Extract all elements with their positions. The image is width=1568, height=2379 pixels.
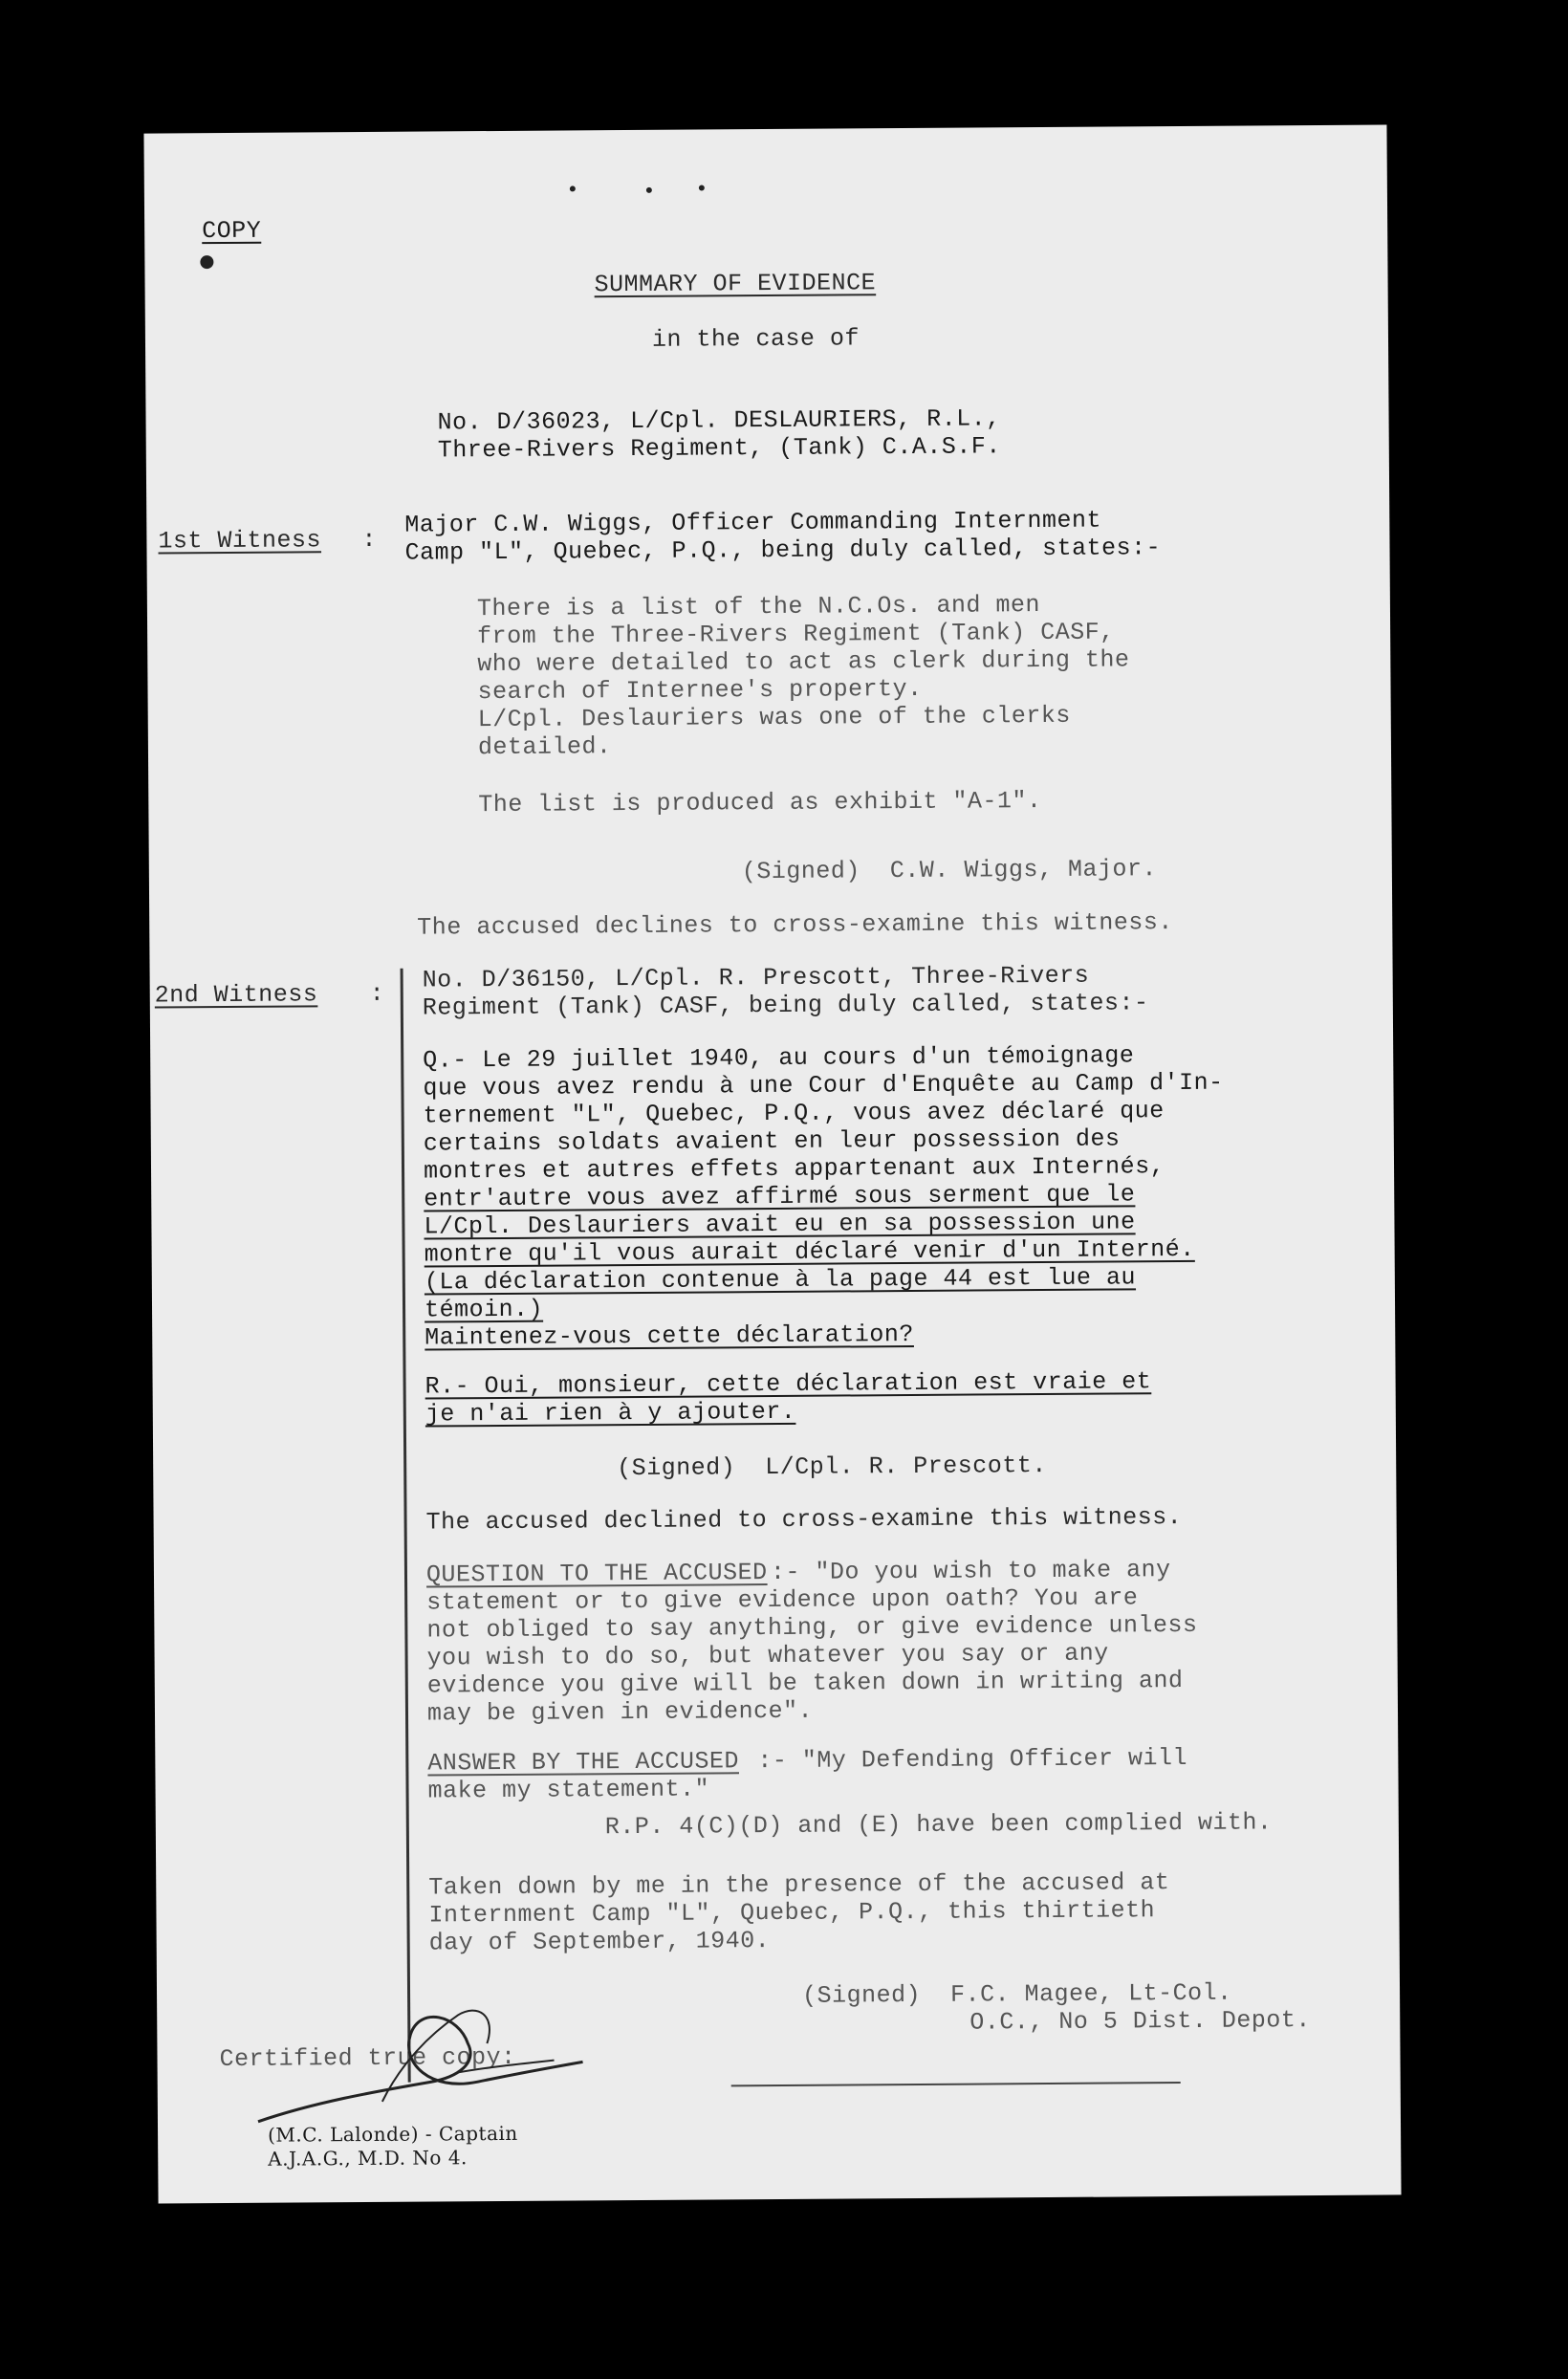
question-to-accused-line-2: statement or to give evidence upon oath? You are xyxy=(426,1583,1139,1617)
rp-compliance-note: R.P. 4(C)(D) and (E) have been complied with. xyxy=(604,1808,1273,1842)
witness2-question-5: montres et autres effets appartenant aux Internés, xyxy=(423,1152,1165,1186)
witness2-question-8: montre qu'il vous aurait déclaré venir d'un Interné. xyxy=(424,1234,1195,1269)
question-to-accused-line-4: you wish to do so, but whatever you say or any xyxy=(426,1639,1109,1672)
question-to-accused-line-5: evidence you give will be taken down in writing and xyxy=(426,1667,1184,1700)
witness1-intro-2: Camp "L", Quebec, P.Q., being duly called, states:- xyxy=(404,534,1162,567)
witness1-body-1: There is a list of the N.C.Os. and men xyxy=(476,591,1041,623)
answer-by-accused-line-2: make my statement." xyxy=(427,1775,710,1805)
question-to-accused-line-3: not obliged to say anything, or give evidence unless xyxy=(426,1610,1198,1645)
document-title: SUMMARY OF EVIDENCE xyxy=(594,269,877,299)
document-page xyxy=(143,124,1401,2203)
answer-by-accused-heading: ANSWER BY THE ACCUSED xyxy=(427,1747,740,1778)
answer-by-accused-line-1: :- "My Defending Officer will xyxy=(757,1743,1188,1776)
witness1-intro-1: Major C.W. Wiggs, Officer Commanding Internment xyxy=(404,506,1102,539)
certification-label: Certified true copy: xyxy=(219,2042,516,2074)
certification-name: (M.C. Lalonde) - Captain xyxy=(267,2121,518,2147)
question-to-accused-line-6: may be given in evidence". xyxy=(426,1696,814,1728)
copy-label: COPY xyxy=(202,216,262,246)
witness2-colon: : xyxy=(369,979,385,1008)
accused-line-1: No. D/36023, L/Cpl. DESLAURIERS, R.L., xyxy=(437,404,1001,437)
witness2-answer-1: R.- Oui, monsieur, cette déclaration est vraie et xyxy=(425,1367,1152,1401)
taken-down-line-1: Taken down by me in the presence of the accused at xyxy=(428,1868,1170,1902)
witness2-question-2: que vous avez rendu à une Cour d'Enquête au Camp d'In- xyxy=(423,1068,1224,1102)
witness1-body-6: detailed. xyxy=(477,732,612,762)
witness1-cross: The accused declines to cross-examine this witness. xyxy=(417,908,1173,942)
witness2-question-4: certains soldats avaient en leur possession des xyxy=(423,1124,1121,1158)
question-to-accused-heading: QUESTION TO THE ACCUSED xyxy=(425,1559,768,1589)
witness2-question-11: Maintenez-vous cette déclaration? xyxy=(425,1320,914,1352)
witness1-body-2: from the Three-Rivers Regiment (Tank) CASF, xyxy=(477,618,1115,651)
witness1-signed: (Signed) C.W. Wiggs, Major. xyxy=(741,855,1158,886)
witness2-answer-2: je n'ai rien à y ajouter. xyxy=(425,1397,796,1429)
witness2-question-9: (La déclaration contenue à la page 44 est lue au xyxy=(424,1263,1137,1297)
signature-line xyxy=(731,2082,1181,2086)
final-signature-line-2: O.C., No 5 Dist. Depot. xyxy=(969,2006,1311,2037)
witness1-body-4: search of Internee's property. xyxy=(477,674,923,707)
taken-down-line-2: Internment Camp "L", Quebec, P.Q., this thirtieth xyxy=(428,1896,1156,1930)
taken-down-line-3: day of September, 1940. xyxy=(428,1927,771,1957)
witness1-body-5: L/Cpl. Deslauriers was one of the clerks xyxy=(477,701,1071,734)
witness1-colon: : xyxy=(361,525,378,554)
witness2-margin-bracket xyxy=(401,969,411,2083)
question-to-accused-line-1: :- "Do you wish to make any xyxy=(770,1556,1171,1587)
witness2-label: 2nd Witness xyxy=(154,980,318,1010)
final-signature-line-1: (Signed) F.C. Magee, Lt-Col. xyxy=(801,1978,1232,2010)
witness2-cross: The accused declined to cross-examine this witness. xyxy=(425,1503,1183,1537)
witness2-intro-1: No. D/36150, L/Cpl. R. Prescott, Three-Rivers xyxy=(422,961,1090,994)
witness1-exhibit: The list is produced as exhibit "A-1". xyxy=(478,787,1042,819)
accused-line-2: Three-Rivers Regiment, (Tank) C.A.S.F. xyxy=(437,432,1001,465)
document-subtitle: in the case of xyxy=(651,324,860,354)
speck-mark xyxy=(570,186,576,191)
witness2-question-10: témoin.) xyxy=(424,1295,544,1324)
speck-mark xyxy=(646,187,652,193)
certification-office: A.J.A.G., M.D. No 4. xyxy=(268,2146,468,2171)
witness2-question-6: entr'autre vous avez affirmé sous serment que le xyxy=(424,1180,1136,1213)
witness2-signed: (Signed) L/Cpl. R. Prescott. xyxy=(617,1451,1047,1483)
witness2-question-3: ternement "L", Quebec, P.Q., vous avez déclaré que xyxy=(423,1097,1165,1130)
witness2-intro-2: Regiment (Tank) CASF, being duly called, states:- xyxy=(422,989,1149,1022)
punch-mark xyxy=(200,255,213,269)
speck-mark xyxy=(699,185,705,190)
witness1-label: 1st Witness xyxy=(158,526,322,556)
witness2-question-1: Q.- Le 29 juillet 1940, au cours d'un témoignage xyxy=(423,1041,1135,1075)
witness2-question-7: L/Cpl. Deslauriers avait eu en sa possession une xyxy=(424,1208,1136,1241)
witness1-body-3: who were detailed to act as clerk during the xyxy=(477,645,1130,679)
